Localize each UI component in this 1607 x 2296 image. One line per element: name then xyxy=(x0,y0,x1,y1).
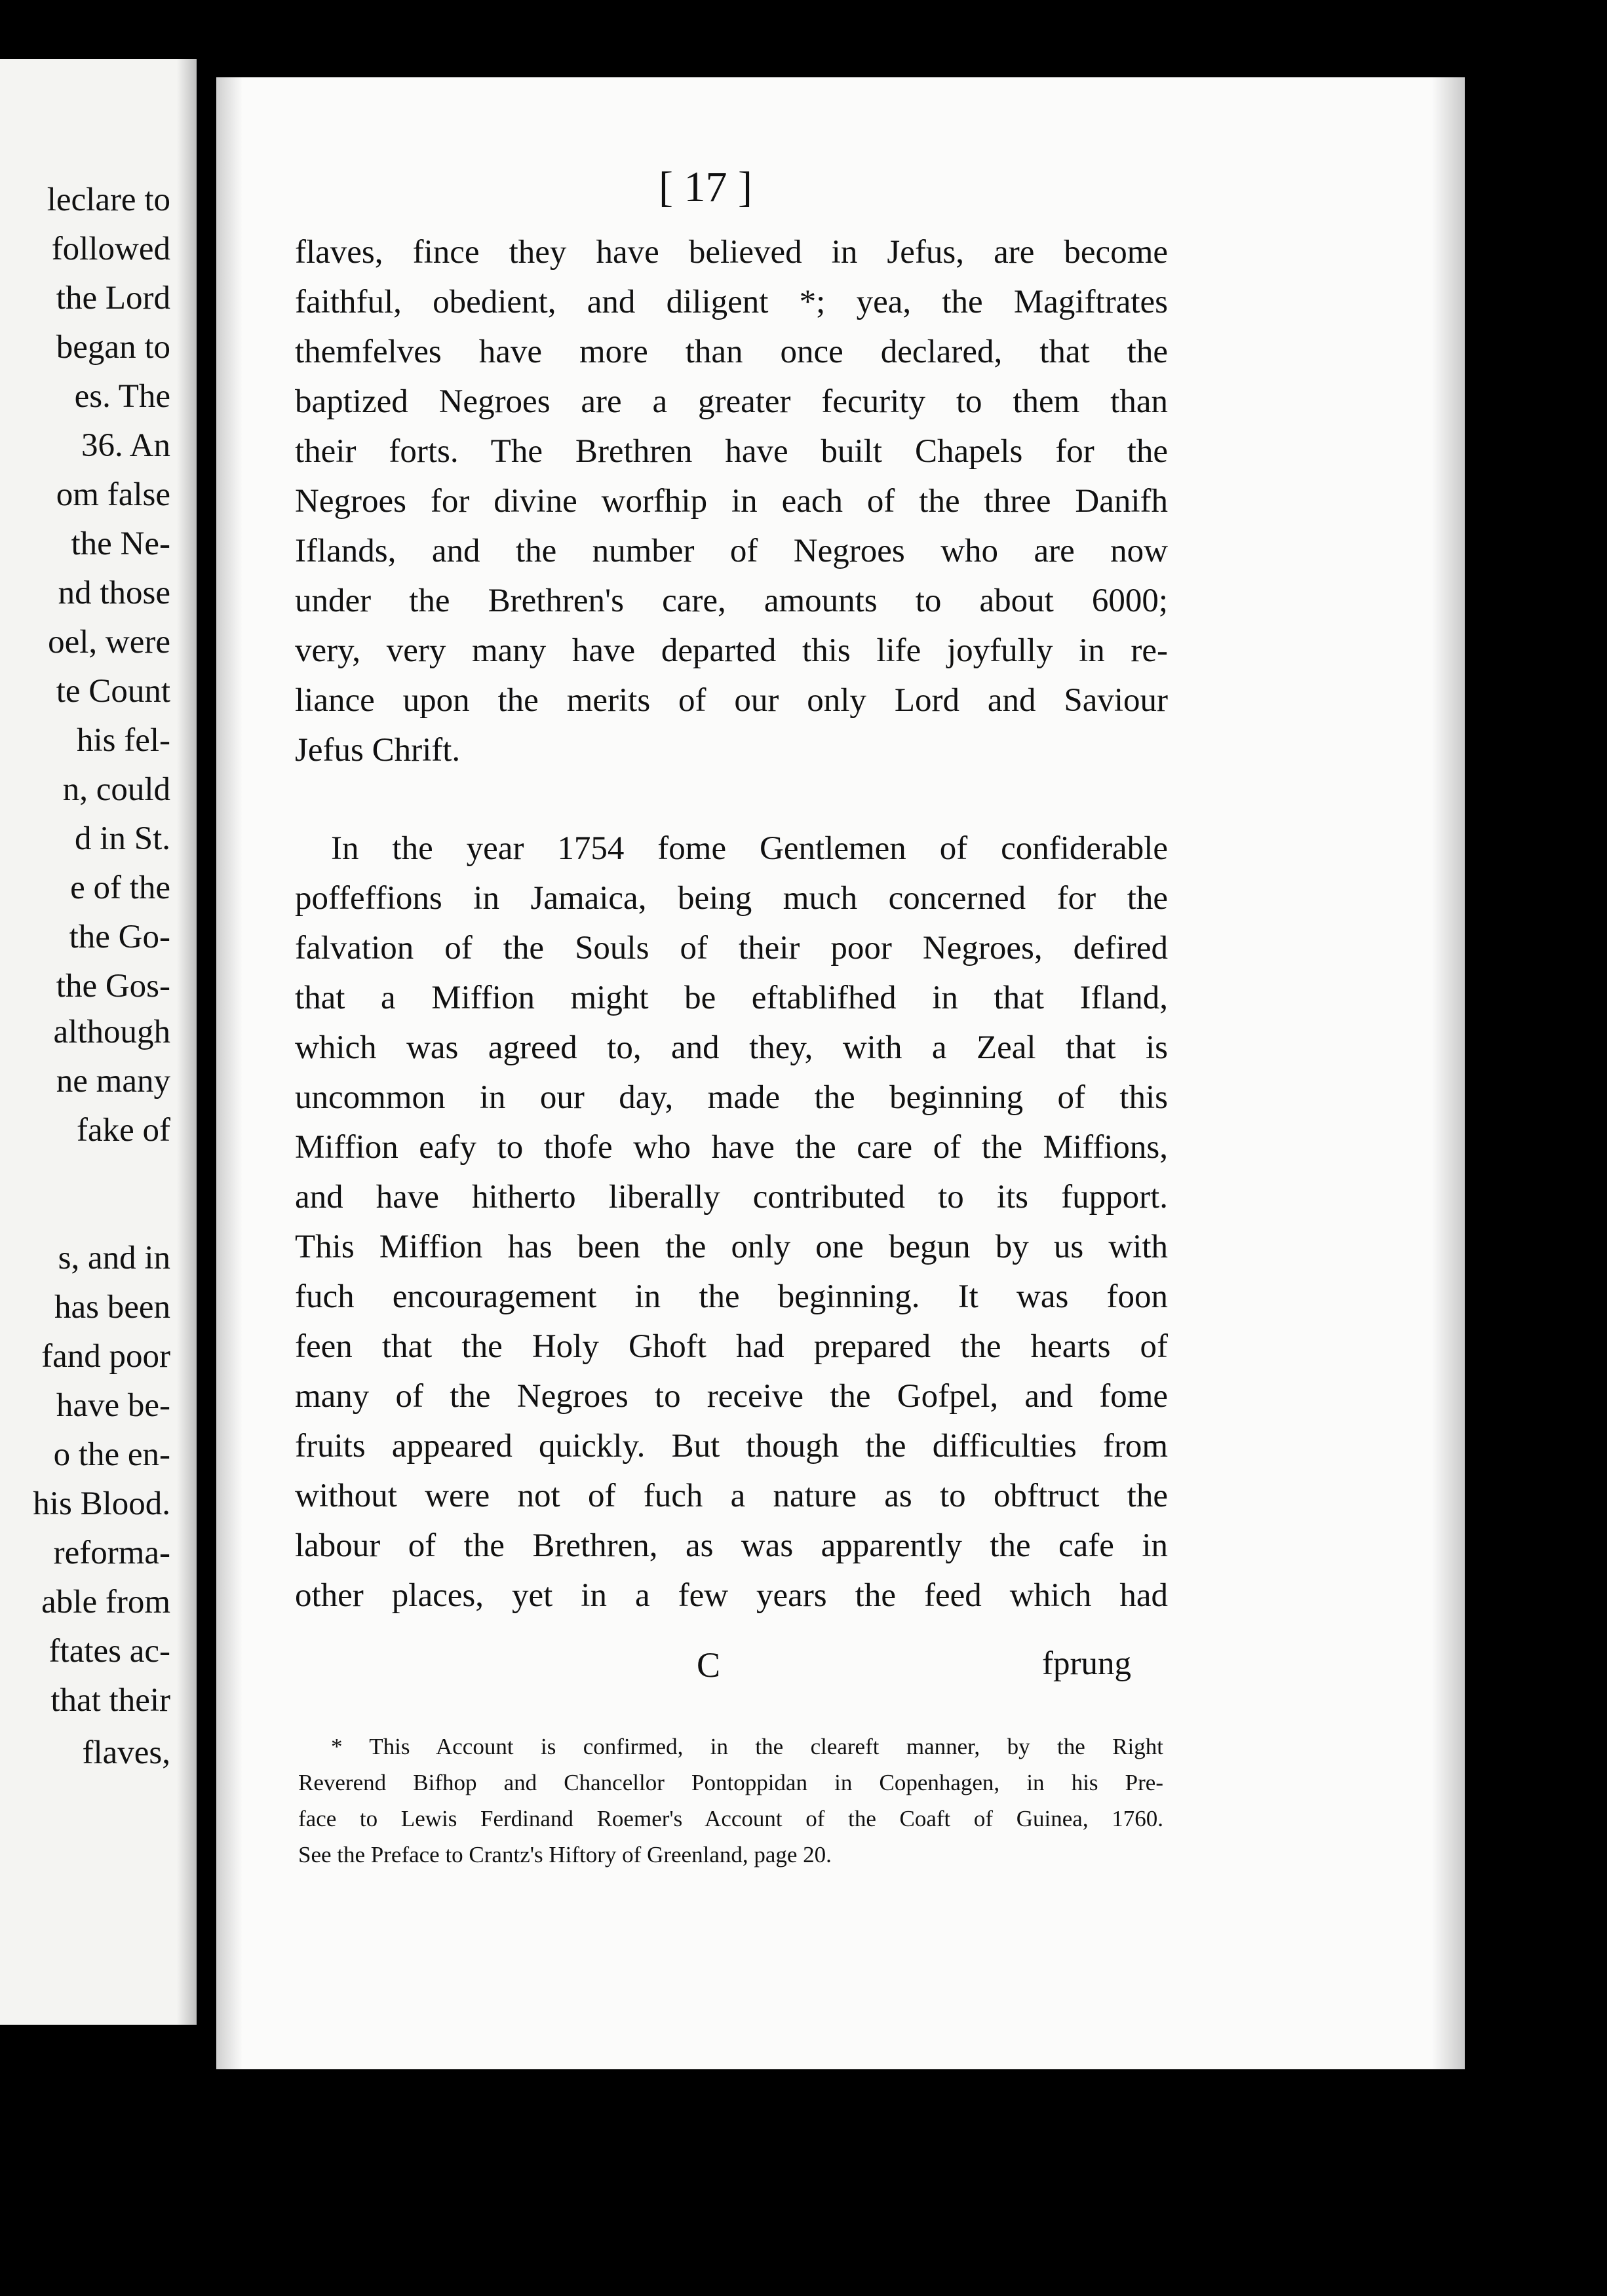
left-page-line: s, and in xyxy=(58,1240,170,1276)
left-page-line: his fel- xyxy=(76,722,170,759)
body-line: Jefus Chrift. xyxy=(295,732,461,769)
signature-mark: C xyxy=(697,1645,721,1685)
body-line: In the year 1754 fome Gentlemen of confiderable xyxy=(331,830,1168,867)
left-page-line: d in St. xyxy=(75,820,170,857)
left-page-line: oel, were xyxy=(48,624,170,660)
body-line: uncommon in our day, made the beginning of this xyxy=(295,1079,1168,1116)
left-page-line: leclare to xyxy=(47,182,170,218)
left-page-line: fand poor xyxy=(41,1338,170,1375)
body-line: their forts. The Brethren have built Chapels for the xyxy=(295,433,1168,470)
body-line: This Miffion has been the only one begun by us with xyxy=(295,1229,1168,1265)
body-line: and have hitherto liberally contributed to its fupport. xyxy=(295,1179,1168,1215)
left-page-line: e of the xyxy=(70,870,170,906)
left-page-line: fake of xyxy=(77,1112,170,1149)
left-page-line: te Count xyxy=(56,673,170,710)
body-line: Iflands, and the number of Negroes who are now xyxy=(295,533,1168,569)
catchword: fprung xyxy=(1042,1645,1131,1682)
left-page-line: followed xyxy=(51,231,170,267)
left-page-edge-shadow xyxy=(177,59,197,2025)
body-line: faithful, obedient, and diligent *; yea, the Magiftrates xyxy=(295,284,1168,320)
body-line: Negroes for divine worfhip in each of the three Danifh xyxy=(295,483,1168,520)
left-page-line: om false xyxy=(56,476,170,513)
body-line: poffeffions in Jamaica, being much concerned for the xyxy=(295,880,1168,917)
body-line: liance upon the merits of our only Lord and Saviour xyxy=(295,682,1168,719)
left-page-line: nd those xyxy=(58,575,170,611)
left-page-line: able from xyxy=(41,1584,170,1620)
left-page-line: reforma- xyxy=(53,1535,170,1571)
body-line: baptized Negroes are a greater fecurity to them than xyxy=(295,383,1168,420)
body-line: themfelves have more than once declared, that the xyxy=(295,334,1168,370)
footnote-line: See the Preface to Crantz's Hiftory of Greenland, page 20. xyxy=(298,1842,832,1867)
left-page-line: 36. An xyxy=(81,427,170,464)
footnote-line: face to Lewis Ferdinand Roemer's Account of the Coaft of Guinea, 1760. xyxy=(298,1806,1163,1831)
left-page-line: the Ne- xyxy=(71,526,170,562)
body-line: without were not of fuch a nature as to obftruct the xyxy=(295,1478,1168,1514)
right-page-inner-shadow xyxy=(216,77,242,2069)
body-line: falvation of the Souls of their poor Negroes, defired xyxy=(295,930,1168,966)
left-page-line: have be- xyxy=(56,1387,170,1424)
right-page-outer-shadow xyxy=(1432,77,1465,2069)
footnote-line: * This Account is confirmed, in the cleareft manner, by the Right xyxy=(331,1734,1163,1759)
body-line: many of the Negroes to receive the Gofpel, and fome xyxy=(295,1378,1168,1415)
body-line: fuch encouragement in the beginning. It was foon xyxy=(295,1278,1168,1315)
left-page xyxy=(0,59,197,2025)
body-line: which was agreed to, and they, with a Zeal that is xyxy=(295,1029,1168,1066)
body-line: Miffion eafy to thofe who have the care of the Miffions, xyxy=(295,1129,1168,1166)
left-page-line: flaves, xyxy=(82,1734,170,1771)
body-line: labour of the Brethren, as was apparently the cafe in xyxy=(295,1527,1168,1564)
left-page-line: o the en- xyxy=(53,1436,170,1473)
left-page-line: the Gos- xyxy=(56,968,170,1004)
body-line: very, very many have departed this life joyfully in re- xyxy=(295,632,1168,669)
body-line: fruits appeared quickly. But though the difficulties from xyxy=(295,1428,1168,1464)
body-line: under the Brethren's care, amounts to about 6000; xyxy=(295,583,1168,619)
left-page-line: the Lord xyxy=(56,280,170,316)
left-page-line: ne many xyxy=(56,1063,170,1100)
left-page-line: that their xyxy=(50,1682,170,1719)
left-page-line: ftates ac- xyxy=(48,1633,170,1670)
footnote-line: Reverend Bifhop and Chancellor Pontoppidan in Copenhagen, in his Pre- xyxy=(298,1770,1163,1795)
body-line: other places, yet in a few years the feed which had xyxy=(295,1577,1168,1614)
body-line: feen that the Holy Ghoft had prepared the hearts of xyxy=(295,1328,1168,1365)
body-line: that a Miffion might be eftablifhed in that Ifland, xyxy=(295,980,1168,1016)
left-page-line: his Blood. xyxy=(33,1485,170,1522)
left-page-line: n, could xyxy=(62,771,170,808)
left-page-line: although xyxy=(53,1014,170,1050)
left-page-line: began to xyxy=(56,329,170,366)
left-page-line: es. The xyxy=(74,378,170,415)
left-page-line: has been xyxy=(54,1289,170,1326)
left-page-line: the Go- xyxy=(69,919,170,955)
body-line: flaves, fince they have believed in Jefus, are become xyxy=(295,234,1168,271)
page-number-header: [ 17 ] xyxy=(659,163,752,211)
